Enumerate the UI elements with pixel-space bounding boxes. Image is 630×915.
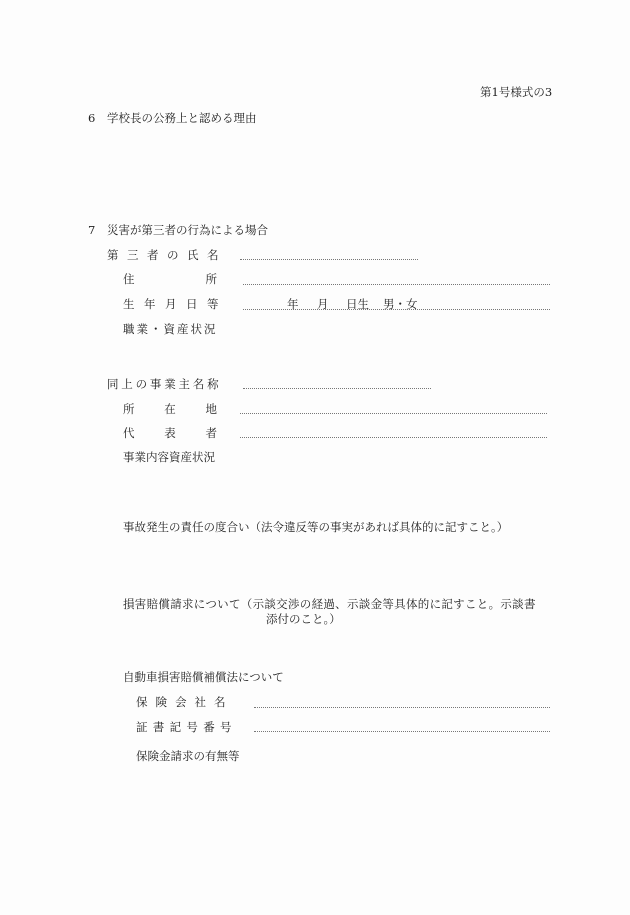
location-label (123, 402, 217, 416)
gender-options[interactable]: 男・女 (383, 297, 418, 311)
damages-label-line1: 損害賠償請求について（示談交渉の経過、示談金等具体的に記すこと。示談書 (123, 597, 536, 611)
occupation-label: 職業・資産状況 (123, 322, 218, 336)
representative-label-char1: 代 (123, 426, 135, 440)
representative-field[interactable] (240, 437, 547, 438)
certificate-number-label: 証書記号番号 (136, 720, 237, 734)
location-label-char2: 在 (164, 402, 176, 416)
birth-day-marker: 日生 (346, 297, 369, 311)
form-id: 第1号様式の3 (480, 85, 553, 99)
section7-title: 災害が第三者の行為による場合 (107, 223, 268, 237)
address-label-char1: 住 (123, 272, 135, 286)
certificate-number-field[interactable] (254, 731, 550, 732)
responsibility-label: 事故発生の責任の度合い（法令違反等の事実があれば具体的に記すこと。） (123, 520, 509, 534)
location-label-char3: 地 (205, 402, 217, 416)
employer-name-label: 同上の事業主名称 (107, 377, 222, 391)
business-label: 事業内容資産状況 (123, 450, 215, 464)
address-field[interactable] (243, 284, 550, 285)
section6-number: 6 (88, 111, 96, 125)
birth-label: 生年月日等 (123, 297, 228, 311)
birth-year-marker: 年 (287, 297, 299, 311)
representative-label-char2: 表 (164, 426, 176, 440)
insurance-company-field[interactable] (254, 707, 550, 708)
representative-label (123, 426, 217, 440)
address-label-char2: 所 (205, 272, 217, 286)
address-label (123, 272, 217, 286)
insurance-company-label: 保険会社名 (136, 695, 234, 709)
insurance-claim-label: 保険金請求の有無等 (136, 749, 240, 763)
birth-month-marker: 月 (317, 297, 329, 311)
location-label-char1: 所 (123, 402, 135, 416)
representative-label-char3: 者 (205, 426, 217, 440)
third-party-name-field[interactable] (240, 259, 418, 260)
damages-label-line2: 添付のこと。） (266, 612, 341, 626)
employer-name-field[interactable] (243, 388, 431, 389)
auto-insurance-title: 自動車損害賠償補償法について (123, 670, 284, 684)
location-field[interactable] (240, 413, 547, 414)
third-party-name-label: 第三者の氏名 (107, 248, 227, 262)
birth-field-markers (243, 297, 550, 311)
section7-number: 7 (88, 223, 96, 237)
section6-title: 学校長の公務上と認める理由 (107, 111, 257, 125)
